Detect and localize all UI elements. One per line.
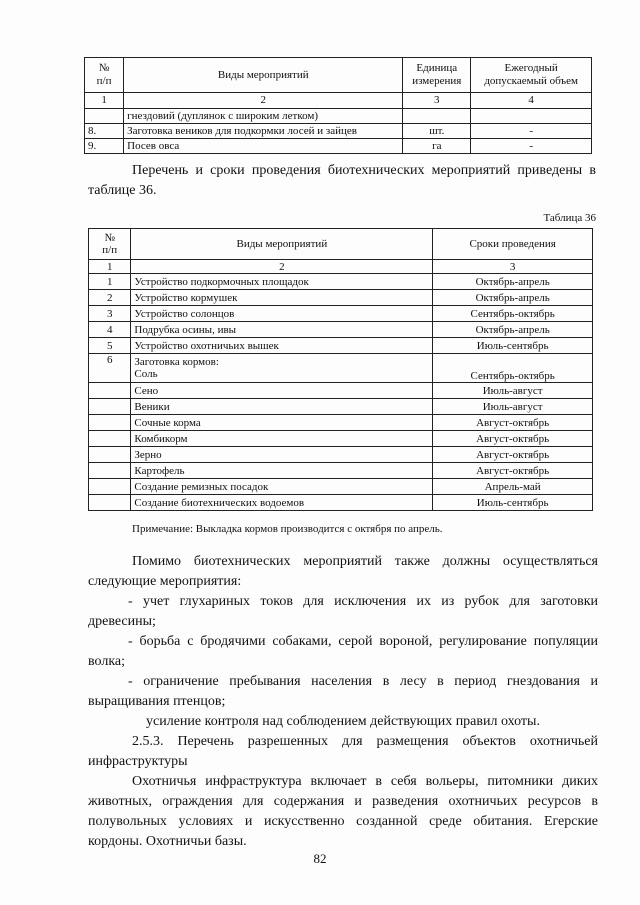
page-number: 82: [313, 851, 327, 866]
table-row: [89, 354, 593, 383]
cell-number: [85, 109, 124, 124]
cell-number: [89, 431, 131, 447]
header-periods: Сроки проведения: [433, 229, 593, 260]
cell-period: Сентябрь-октябрь: [433, 306, 593, 322]
intro-paragraph: Перечень и сроки проведения биотехнических мероприятий приведены в таблице 36.: [88, 163, 596, 198]
cell-activity: Веники: [131, 399, 433, 415]
cell-number: 6: [89, 354, 131, 383]
column-number: 1: [89, 260, 131, 274]
table-row: [85, 124, 592, 139]
cell-activity: Заготовка веников для подкормки лосей и зайцев: [124, 124, 403, 139]
table-row: [89, 495, 593, 511]
cell-activity: Сено: [131, 383, 433, 399]
cell-period: Июль-август: [433, 399, 593, 415]
column-number: 4: [471, 93, 592, 109]
table-row: [85, 139, 592, 154]
cell-activity: Картофель: [131, 463, 433, 479]
cell-number: [89, 399, 131, 415]
table-36: [88, 228, 593, 511]
table-continuation: [84, 57, 592, 154]
paragraph: Помимо биотехнических мероприятий также должны осуществляться следующие мероприятия:: [88, 554, 598, 589]
cell-period: Апрель-май: [433, 479, 593, 495]
list-item: усиление контроля над соблюдением действующих правил охоты.: [146, 714, 540, 729]
header-activities: Виды мероприятий: [124, 58, 403, 93]
column-number-row: [85, 93, 592, 109]
cell-period: Июль-сентябрь: [433, 338, 593, 354]
cell-number: [89, 415, 131, 431]
cell-number: [89, 447, 131, 463]
body-text: [88, 552, 598, 852]
column-number: 2: [124, 93, 403, 109]
column-number: 3: [403, 93, 471, 109]
header-annual-volume: Ежегодный допускаемый объем: [471, 58, 592, 93]
header-activities: Виды мероприятий: [131, 229, 433, 260]
table-36-body: [89, 274, 593, 511]
table-caption: Таблица 36: [543, 212, 596, 224]
cell-period: Октябрь-апрель: [433, 274, 593, 290]
cell-activity: Создание биотехнических водоемов: [131, 495, 433, 511]
column-number: 1: [85, 93, 124, 109]
cell-activity: Устройство кормушек: [131, 290, 433, 306]
cell-period: Август-октябрь: [433, 415, 593, 431]
cell-activity: гнездовий (дуплянок с широким летком): [124, 109, 403, 124]
column-number-row: [89, 260, 593, 274]
cell-unit: [403, 109, 471, 124]
cell-number: 2: [89, 290, 131, 306]
cell-number: [89, 383, 131, 399]
cell-period: Октябрь-апрель: [433, 322, 593, 338]
table-row: [85, 109, 592, 124]
column-number: 3: [433, 260, 593, 274]
cell-period: Август-октябрь: [433, 463, 593, 479]
cell-period: Август-октябрь: [433, 447, 593, 463]
table-row: [89, 290, 593, 306]
cell-activity: Сочные корма: [131, 415, 433, 431]
cell-number: [89, 463, 131, 479]
cell-activity: Комбикорм: [131, 431, 433, 447]
list-item: - учет глухариных токов для исключения их из рубок для заготовки древесины;: [88, 594, 598, 629]
cell-unit: га: [403, 139, 471, 154]
cell-activity: Посев овса: [124, 139, 403, 154]
table-row: [89, 479, 593, 495]
cell-number: 8.: [85, 124, 124, 139]
cell-volume: -: [471, 124, 592, 139]
table-row: [89, 306, 593, 322]
header-unit: Единица измерения: [403, 58, 471, 93]
table-row: [89, 399, 593, 415]
cell-activity: Устройство подкормочных площадок: [131, 274, 433, 290]
table-row: [89, 322, 593, 338]
table-row: [89, 431, 593, 447]
list-item: - борьба с бродячими собаками, серой вороной, регулирование популяции волка;: [88, 634, 598, 669]
cell-number: 1: [89, 274, 131, 290]
cell-number: 3: [89, 306, 131, 322]
table-header-row: [85, 58, 592, 93]
section-heading: 2.5.3. Перечень разрешенных для размещения объектов охотничьей инфраструктуры: [88, 734, 598, 769]
table-row: [89, 338, 593, 354]
cell-period: Октябрь-апрель: [433, 290, 593, 306]
header-number: № п/п: [89, 229, 131, 260]
cell-activity: Подрубка осины, ивы: [131, 322, 433, 338]
column-number: 2: [131, 260, 433, 274]
cell-activity: Создание ремизных посадок: [131, 479, 433, 495]
cell-period: Июль-сентябрь: [433, 495, 593, 511]
cell-activity: Зерно: [131, 447, 433, 463]
table-row: [89, 447, 593, 463]
list-item: - ограничение пребывания населения в лесу в период гнездования и выращивания птенцов;: [88, 674, 598, 709]
table-row: [89, 463, 593, 479]
cell-activity: Устройство солонцов: [131, 306, 433, 322]
cell-period: Июль-август: [433, 383, 593, 399]
cell-activity: Устройство охотничьих вышек: [131, 338, 433, 354]
cell-volume: [471, 109, 592, 124]
table-header-row: [89, 229, 593, 260]
table-row: [89, 274, 593, 290]
cell-period: Сентябрь-октябрь: [433, 354, 593, 383]
cell-activity: Заготовка кормов: Соль: [131, 354, 433, 383]
cell-number: 5: [89, 338, 131, 354]
cell-number: 9.: [85, 139, 124, 154]
table-row: [89, 383, 593, 399]
cell-volume: -: [471, 139, 592, 154]
cell-number: [89, 495, 131, 511]
table-note: Примечание: Выкладка кормов производится с октября по апрель.: [132, 523, 443, 535]
table-row: [89, 415, 593, 431]
cell-number: [89, 479, 131, 495]
cell-number: 4: [89, 322, 131, 338]
cell-unit: шт.: [403, 124, 471, 139]
header-number: № п/п: [85, 58, 124, 93]
paragraph: Охотничья инфраструктура включает в себя вольеры, питомники диких животных, ограждения для содержания и разведения охотничьих ресурсов в полувольных условиях и искусственно созданной среде обитания. Егерские кордоны. Охотничьи базы.: [88, 774, 598, 849]
cell-period: Август-октябрь: [433, 431, 593, 447]
